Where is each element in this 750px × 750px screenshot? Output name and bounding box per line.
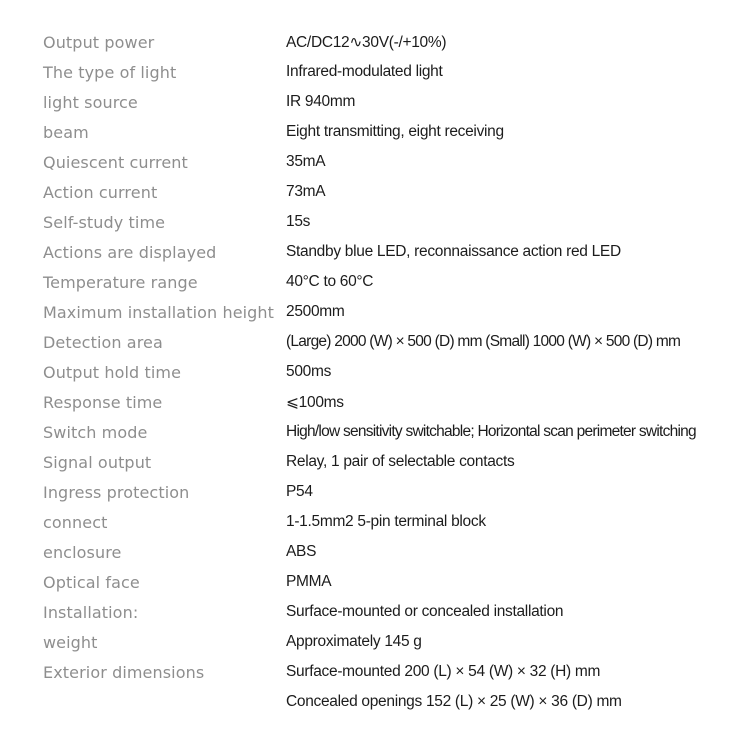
spec-label: Self-study time: [43, 212, 166, 232]
spec-label: Quiescent current: [43, 152, 188, 172]
spec-row-light-source: [43, 87, 743, 117]
spec-row-connect: [43, 507, 743, 537]
spec-value: Surface-mounted 200 (L) × 54 (W) × 32 (H) mm: [286, 663, 601, 680]
spec-value: IR 940mm: [286, 93, 356, 110]
spec-label: connect: [43, 512, 108, 532]
spec-value: Concealed openings 152 (L) × 25 (W) × 36 (D) mm: [286, 693, 622, 710]
spec-row-ingress-protection: [43, 477, 743, 507]
spec-label: Optical face: [43, 572, 140, 592]
spec-row-self-study-time: [43, 207, 743, 237]
spec-value: AC/DC12∿30V(-/+10%): [286, 33, 447, 51]
spec-label: Ingress protection: [43, 482, 190, 502]
spec-row-optical-face: [43, 567, 743, 597]
spec-value: 73mA: [286, 183, 326, 200]
spec-value: PMMA: [286, 573, 332, 590]
spec-value: ABS: [286, 543, 317, 560]
spec-value: Relay, 1 pair of selectable contacts: [286, 453, 515, 470]
spec-row-actions-displayed: [43, 237, 743, 267]
spec-row-light-type: [43, 57, 743, 87]
spec-value: P54: [286, 483, 313, 500]
spec-value: Approximately 145 g: [286, 633, 422, 650]
spec-row-exterior-dimensions-concealed: [43, 687, 743, 717]
spec-value: Surface-mounted or concealed installation: [286, 603, 564, 620]
spec-label: Maximum installation height: [43, 302, 275, 322]
spec-value: 1-1.5mm2 5-pin terminal block: [286, 513, 486, 530]
spec-value: ⩽100ms: [286, 393, 344, 411]
spec-value: Eight transmitting, eight receiving: [286, 123, 504, 140]
spec-row-response-time: [43, 387, 743, 417]
spec-row-quiescent-current: [43, 147, 743, 177]
spec-label: Detection area: [43, 332, 163, 352]
spec-value: 2500mm: [286, 303, 345, 320]
spec-row-detection-area: [43, 327, 743, 357]
spec-row-output-power: [43, 27, 743, 57]
spec-label: Action current: [43, 182, 158, 202]
spec-row-exterior-dimensions: [43, 657, 743, 687]
spec-row-installation: [43, 597, 743, 627]
spec-row-weight: [43, 627, 743, 657]
spec-row-max-installation-height: [43, 297, 743, 327]
spec-value: Standby blue LED, reconnaissance action red LED: [286, 243, 621, 260]
spec-row-signal-output: [43, 447, 743, 477]
spec-label: Signal output: [43, 452, 152, 472]
spec-row-enclosure: [43, 537, 743, 567]
spec-label: beam: [43, 122, 89, 142]
spec-value: 35mA: [286, 153, 326, 170]
spec-label: Output hold time: [43, 362, 182, 382]
spec-row-beam: [43, 117, 743, 147]
spec-label: The type of light: [43, 62, 177, 82]
spec-label: Exterior dimensions: [43, 662, 205, 682]
spec-row-switch-mode: [43, 417, 743, 447]
spec-value: 15s: [286, 213, 311, 230]
spec-label: Switch mode: [43, 422, 148, 442]
spec-value: Infrared-modulated light: [286, 63, 443, 80]
spec-row-action-current: [43, 177, 743, 207]
spec-label: enclosure: [43, 542, 122, 562]
spec-row-output-hold-time: [43, 357, 743, 387]
spec-label: Installation:: [43, 602, 139, 622]
spec-value: High/low sensitivity switchable; Horizontal scan perimeter switching: [286, 423, 696, 440]
spec-label: light source: [43, 92, 138, 112]
spec-label: Response time: [43, 392, 163, 412]
spec-label: Actions are displayed: [43, 242, 217, 262]
spec-table: [43, 27, 743, 717]
spec-label: weight: [43, 632, 98, 652]
spec-label: Temperature range: [43, 272, 198, 292]
spec-value: 500ms: [286, 363, 332, 380]
spec-value: (Large) 2000 (W) × 500 (D) mm (Small) 1000 (W) × 500 (D) mm: [286, 333, 681, 350]
spec-label: Output power: [43, 32, 155, 52]
spec-row-temperature-range: [43, 267, 743, 297]
spec-value: 40°C to 60°C: [286, 273, 374, 290]
